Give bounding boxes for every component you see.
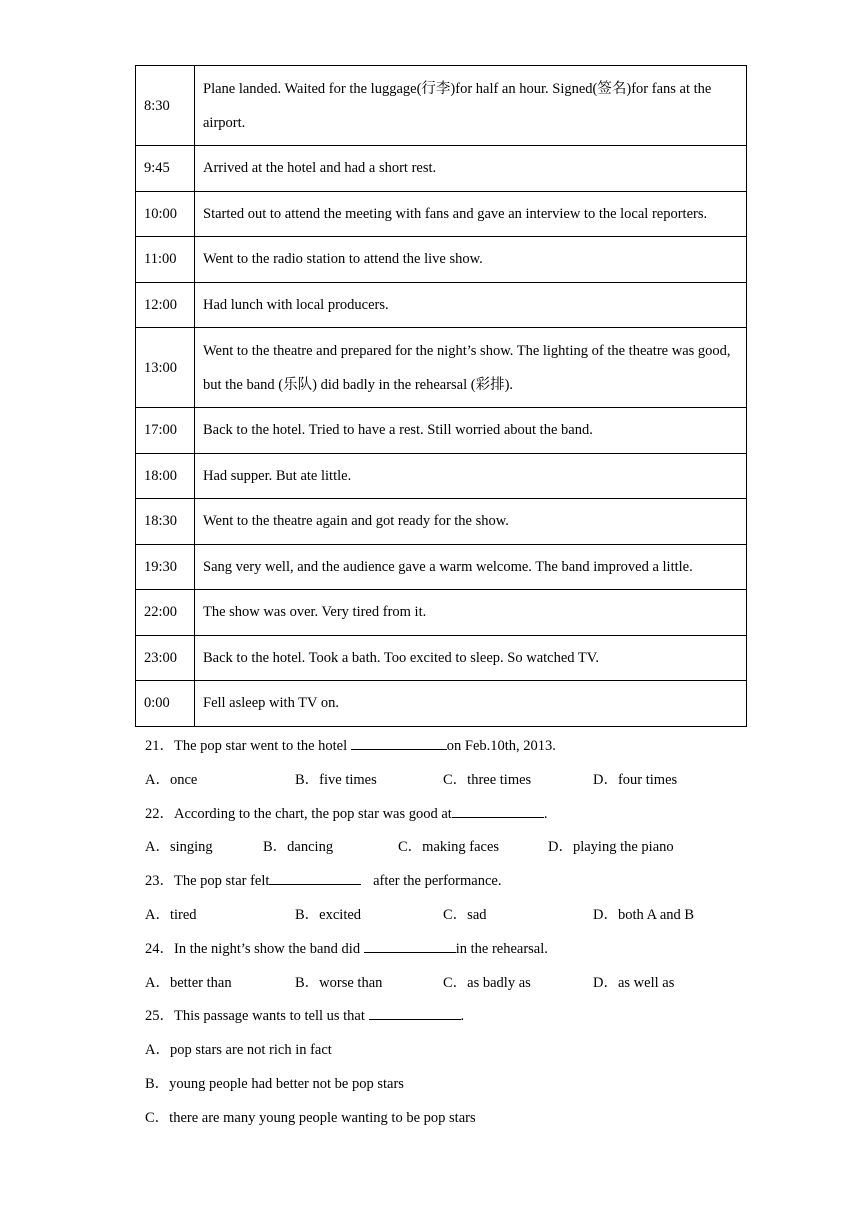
option-a: A．tired (145, 906, 197, 923)
option-b: B．excited (295, 906, 362, 923)
event-cell: Plane landed. Waited for the luggage(行李)for half an hour. Signed(签名)for fans at the airport. (195, 66, 747, 146)
event-cell: Went to the theatre and prepared for the night’s show. The lighting of the theatre was good, but the band (乐队) did badly in the rehearsal (彩排). (195, 328, 747, 408)
event-cell: Went to the radio station to attend the live show. (195, 237, 747, 283)
question-text-end: . (543, 805, 548, 822)
option-b: B．five times (295, 771, 377, 788)
option-d: D．four times (593, 771, 678, 788)
option-c: C．three times (443, 771, 532, 788)
question-text-end: on Feb.10th, 2013. (446, 738, 556, 754)
table-row (136, 590, 747, 636)
time-cell: 17:00 (136, 408, 195, 454)
questions-section (145, 733, 765, 1139)
time-cell: 10:00 (136, 191, 195, 237)
time-cell: 12:00 (136, 282, 195, 328)
question-25 (145, 1003, 765, 1037)
options-23 (145, 902, 765, 936)
question-text: 21．The pop star went to the hotel (145, 738, 351, 754)
question-22 (145, 801, 765, 835)
table-row (136, 635, 747, 681)
options-21 (145, 767, 765, 801)
time-cell: 13:00 (136, 328, 195, 408)
option-b: B．young people had better not be pop stars (145, 1075, 404, 1092)
table-row (136, 453, 747, 499)
table-row (136, 66, 747, 146)
option-c: C．sad (443, 906, 487, 923)
event-cell: Had lunch with local producers. (195, 282, 747, 328)
option-b: B．dancing (263, 839, 334, 856)
question-text: 25．This passage wants to tell us that (145, 1008, 369, 1025)
option-d: D．playing the piano (548, 839, 674, 856)
option-c: C．as badly as (443, 974, 531, 991)
time-cell: 9:45 (136, 146, 195, 192)
option-a: A．pop stars are not rich in fact (145, 1042, 332, 1059)
time-cell: 22:00 (136, 590, 195, 636)
time-cell: 23:00 (136, 635, 195, 681)
table-row (136, 681, 747, 727)
table-row (136, 499, 747, 545)
table-row (136, 237, 747, 283)
time-cell: 11:00 (136, 237, 195, 283)
event-cell: Sang very well, and the audience gave a warm welcome. The band improved a little. (195, 544, 747, 590)
option-d: D．as well as (593, 974, 675, 991)
option-a: A．once (145, 771, 198, 788)
event-cell: Had supper. But ate little. (195, 453, 747, 499)
question-text-end: after the performance. (369, 873, 502, 890)
answer-blank (364, 938, 456, 953)
question-21 (145, 733, 765, 767)
event-cell: Went to the theatre again and got ready for the show. (195, 499, 747, 545)
event-cell: Fell asleep with TV on. (195, 681, 747, 727)
option-a: A．better than (145, 974, 232, 991)
option-c: C．making faces (398, 839, 500, 856)
question-text-end: in the rehearsal. (455, 940, 548, 957)
time-cell: 0:00 (136, 681, 195, 727)
question-text-end: . (460, 1008, 465, 1025)
answer-blank (452, 803, 544, 818)
schedule-table (135, 65, 747, 727)
option-b: B．worse than (295, 974, 383, 991)
event-cell: Arrived at the hotel and had a short rest. (195, 146, 747, 192)
question-text: 23．The pop star felt (145, 873, 270, 890)
question-23 (145, 868, 765, 902)
answer-blank (369, 1005, 461, 1020)
time-cell: 18:00 (136, 453, 195, 499)
table-row (136, 408, 747, 454)
option-a: A．singing (145, 839, 213, 856)
options-22 (145, 834, 765, 868)
option-c: C．there are many young people wanting to be pop stars (145, 1109, 476, 1126)
event-cell: Back to the hotel. Tried to have a rest. Still worried about the band. (195, 408, 747, 454)
question-text: 22．According to the chart, the pop star was good at (145, 805, 452, 822)
time-cell: 8:30 (136, 66, 195, 146)
question-text: 24．In the night’s show the band did (145, 940, 364, 957)
answer-blank (269, 870, 361, 885)
table-row (136, 191, 747, 237)
event-cell: The show was over. Very tired from it. (195, 590, 747, 636)
table-row (136, 544, 747, 590)
options-24 (145, 970, 765, 1004)
table-row (136, 328, 747, 408)
option-d: D．both A and B (593, 906, 695, 923)
answer-blank (351, 735, 447, 750)
table-row (136, 282, 747, 328)
time-cell: 18:30 (136, 499, 195, 545)
event-cell: Back to the hotel. Took a bath. Too excited to sleep. So watched TV. (195, 635, 747, 681)
question-24 (145, 936, 765, 970)
table-row (136, 146, 747, 192)
event-cell: Started out to attend the meeting with fans and gave an interview to the local reporters. (195, 191, 747, 237)
time-cell: 19:30 (136, 544, 195, 590)
